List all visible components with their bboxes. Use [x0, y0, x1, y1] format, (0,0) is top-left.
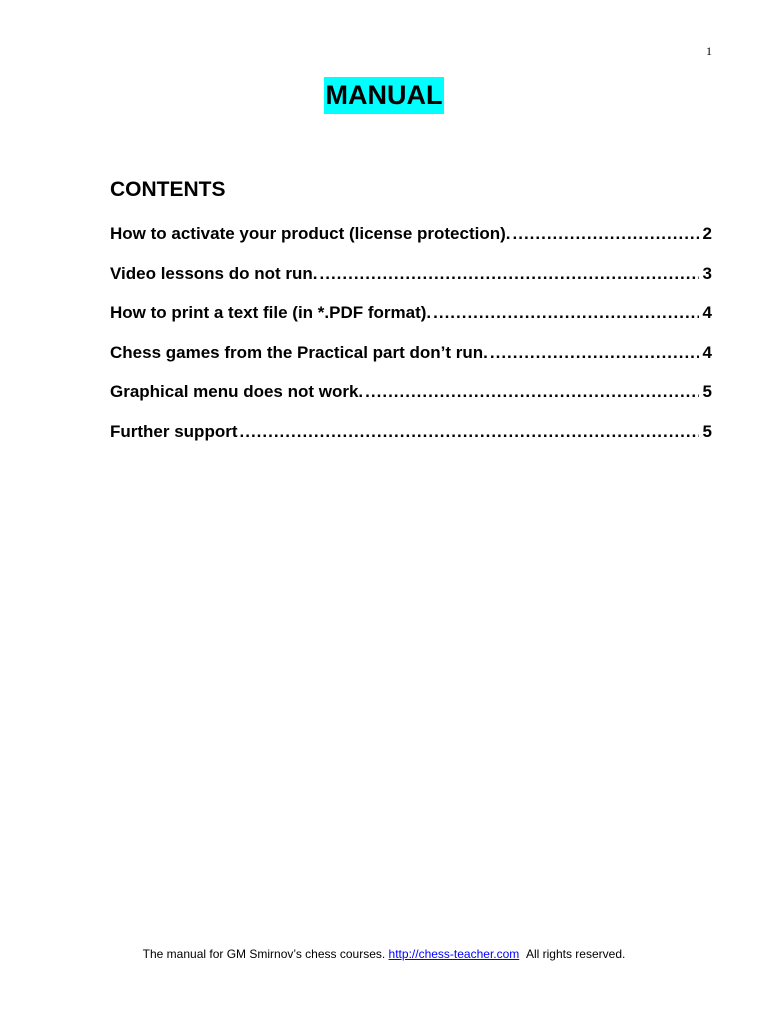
page-footer: [0, 947, 768, 961]
footer-text: The manual for GM Smirnov’s chess courses.: [142, 947, 386, 961]
toc-entry[interactable]: [110, 343, 712, 383]
toc-entry-page: 4: [702, 303, 712, 322]
toc-entry-page: 4: [702, 342, 712, 362]
toc-entry[interactable]: [110, 264, 712, 304]
table-of-contents: [110, 224, 712, 461]
toc-entry[interactable]: [110, 303, 712, 343]
toc-entry-page: 3: [702, 263, 712, 283]
toc-leader-dots: [240, 422, 699, 442]
toc-entry-label: Chess games from the Practical part don’t run.: [110, 342, 488, 362]
toc-leader-dots: [490, 343, 699, 363]
toc-entry[interactable]: [110, 382, 712, 422]
contents-heading: CONTENTS: [110, 178, 226, 201]
toc-leader-dots: [320, 264, 699, 284]
footer-rights: All rights reserved.: [525, 947, 626, 961]
footer-link[interactable]: http://chess-teacher.com: [388, 947, 520, 961]
toc-entry-page: 5: [702, 382, 712, 401]
toc-entry-label: How to print a text file (in *.PDF format).: [110, 303, 432, 322]
toc-entry-page: 2: [702, 224, 712, 243]
toc-entry-label: Graphical menu does not work.: [110, 382, 364, 401]
toc-entry-label: Video lessons do not run.: [110, 263, 318, 283]
toc-leader-dots: [513, 224, 699, 244]
toc-entry-label: Further support: [110, 421, 238, 441]
page-number: 1: [706, 44, 712, 58]
toc-entry-label: How to activate your product (license protection).: [110, 224, 511, 243]
toc-entry[interactable]: [110, 224, 712, 264]
title-container: [0, 77, 768, 114]
toc-entry-page: 5: [702, 421, 712, 441]
toc-leader-dots: [433, 303, 698, 323]
page-title: MANUAL: [324, 77, 445, 114]
toc-entry[interactable]: [110, 422, 712, 462]
toc-leader-dots: [365, 382, 698, 402]
